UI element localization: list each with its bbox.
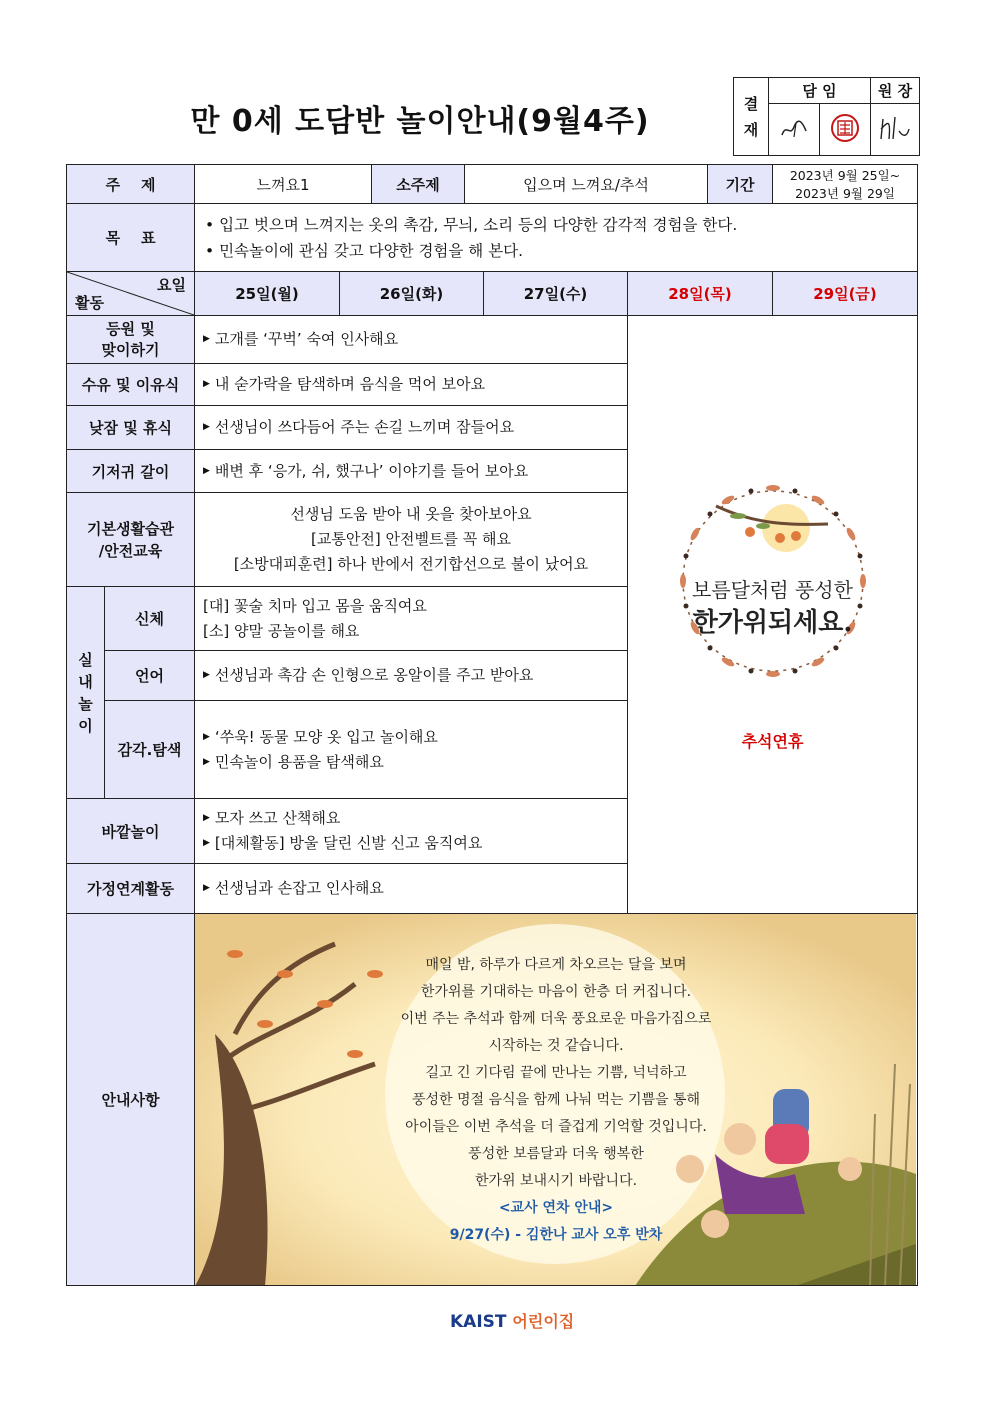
goal-item-text: 입고 벗으며 느껴지는 옷의 촉감, 무늬, 소리 등의 다양한 감각적 경험을 한다. xyxy=(219,215,738,234)
sensory-item xyxy=(203,750,619,775)
plan-table xyxy=(66,164,918,1286)
notice-label: 안내사항 xyxy=(67,914,195,1286)
notice-line: 아이들은 이번 추석을 더 즐겁게 기억할 것입니다. xyxy=(405,1119,707,1135)
shift-title: <교사 연차 안내> xyxy=(498,1200,614,1216)
outdoor-item xyxy=(203,806,619,831)
shift-detail: 9/27(수) - 김한나 교사 오후 반차 xyxy=(449,1227,663,1243)
body-line: [대] 꽃술 치마 입고 몸을 움직여요 xyxy=(203,596,427,615)
outdoor-content xyxy=(195,799,628,864)
diaper-content xyxy=(195,450,628,493)
seal-icon xyxy=(828,111,862,145)
notice-message xyxy=(195,952,917,1249)
approval-label xyxy=(734,78,769,156)
feeding-text: 내 숟가락을 탐색하며 음식을 먹어 보아요 xyxy=(214,375,486,393)
period-label: 기간 xyxy=(708,165,773,203)
bullet-icon: ▶ xyxy=(203,731,210,742)
director-header: 원 장 xyxy=(871,78,920,104)
teacher-header: 담 임 xyxy=(769,78,871,104)
habit-content xyxy=(195,493,628,587)
approval-box xyxy=(733,77,920,156)
bullet-icon: ▶ xyxy=(203,670,210,680)
bullet-icon: ▶ xyxy=(203,813,210,823)
theme-inner xyxy=(195,165,772,203)
notice-line: 시작하는 것 같습니다. xyxy=(488,1038,624,1054)
diaper-label: 기저귀 갈이 xyxy=(67,450,195,493)
signature-icon xyxy=(875,111,915,145)
notice-line: 풍성한 보름달과 더욱 행복한 xyxy=(468,1146,644,1162)
day-mon: 25일(월) xyxy=(195,272,340,316)
sensory-label: 감각.탐색 xyxy=(105,701,195,799)
habit-line: [소방대피훈련] 하나 반에서 전기합선으로 불이 났어요 xyxy=(233,555,589,573)
weekday-label: 요일 xyxy=(157,276,186,294)
habit-line: [교통안전] 안전벨트를 꼭 해요 xyxy=(311,530,511,548)
page-title: 만 0세 도담반 놀이안내(9월4주) xyxy=(190,104,650,139)
outdoor-text: 모자 쓰고 산책해요 xyxy=(214,809,341,827)
outdoor-item xyxy=(203,831,619,856)
goal-list xyxy=(195,204,918,272)
body-label: 신체 xyxy=(105,587,195,651)
outdoor-label: 바깥놀이 xyxy=(67,799,195,864)
nap-text: 선생님이 쓰다듬어 주는 손길 느끼며 잠들어요 xyxy=(214,418,515,436)
bullet-icon: ▶ xyxy=(203,422,210,432)
notice-line: 이번 주는 추석과 함께 더욱 풍요로운 마음가짐으로 xyxy=(400,1011,712,1027)
notice-line: 매일 밤, 하루가 다르게 차오르는 달을 보며 xyxy=(425,957,687,973)
goal-item-text: 민속놀이에 관심 갖고 다양한 경험을 해 본다. xyxy=(219,241,524,260)
body-line: [소] 양말 공놀이를 해요 xyxy=(203,621,360,640)
approval-label-1: 결 xyxy=(743,94,759,113)
sensory-text: ‘쑤욱! 동물 모양 옷 입고 놀이해요 xyxy=(214,727,438,746)
language-text: 선생님과 촉감 손 인형으로 옹알이를 주고 받아요 xyxy=(214,666,534,684)
arrival-label: 등원 및 맞이하기 xyxy=(67,316,195,364)
notice-line: 길고 긴 기다림 끝에 만나는 기쁨, 넉넉하고 xyxy=(425,1065,687,1081)
feeding-content xyxy=(195,364,628,406)
notice-panel xyxy=(195,914,918,1286)
bullet-icon: ▶ xyxy=(203,465,210,476)
holiday-caption: 추석연휴 xyxy=(741,732,804,751)
subtheme-value: 입으며 느껴요/추석 xyxy=(465,165,708,203)
teacher-seal xyxy=(820,104,871,156)
wreath-line-1: 보름달처럼 풍성한 xyxy=(692,578,853,602)
bullet-icon: ▶ xyxy=(203,334,210,344)
wreath-line-2: 한가위되세요. xyxy=(692,608,853,638)
signature-icon xyxy=(774,113,814,143)
habit-label: 기본생활습관 /안전교육 xyxy=(67,493,195,587)
body-content xyxy=(195,587,628,651)
day-fri: 29일(금) xyxy=(773,272,918,316)
home-content xyxy=(195,864,628,914)
nap-content xyxy=(195,406,628,450)
habit-line: 선생님 도움 받아 내 옷을 찾아보아요 xyxy=(290,505,532,523)
day-wed: 27일(수) xyxy=(484,272,628,316)
sensory-content xyxy=(195,701,628,799)
bullet-icon: ▶ xyxy=(203,379,210,389)
indoor-play-label: 실 내 놀 이 xyxy=(67,587,105,799)
logo-main-text: KAIST xyxy=(450,1312,507,1332)
home-text: 선생님과 손잡고 인사해요 xyxy=(214,879,384,897)
director-signature xyxy=(871,104,920,156)
activity-label: 활동 xyxy=(75,294,104,312)
goal-item: • 입고 벗으며 느껴지는 옷의 촉감, 무늬, 소리 등의 다양한 감각적 경험을 한다. xyxy=(205,215,738,234)
sensory-item xyxy=(203,725,619,750)
arrival-content xyxy=(195,316,628,364)
bullet-icon: ▶ xyxy=(203,756,210,767)
language-content xyxy=(195,651,628,701)
arrival-text: 고개를 ‘꾸벅’ 숙여 인사해요 xyxy=(214,330,399,348)
theme-label: 주 제 xyxy=(67,165,195,204)
feeding-label: 수유 및 이유식 xyxy=(67,364,195,406)
notice-line: 한가위 보내시기 바랍니다. xyxy=(474,1173,638,1189)
goal-item: • 민속놀이에 관심 갖고 다양한 경험을 해 본다. xyxy=(205,241,524,260)
day-thu: 28일(목) xyxy=(628,272,773,316)
notice-line: 한가위를 기대하는 마음이 한층 더 커집니다. xyxy=(420,984,692,1000)
subtheme-label: 소주제 xyxy=(372,165,465,203)
day-tue: 26일(화) xyxy=(340,272,484,316)
nap-label: 낮잠 및 휴식 xyxy=(67,406,195,450)
days-corner-header xyxy=(67,272,195,316)
home-label: 가정연계활동 xyxy=(67,864,195,914)
goal-label: 목 표 xyxy=(67,204,195,272)
bullet-icon: ▶ xyxy=(203,838,210,848)
sensory-text: 민속놀이 용품을 탐색해요 xyxy=(214,752,384,771)
bullet-icon: ▶ xyxy=(203,883,210,893)
diaper-text: 배변 후 ‘응가, 쉬, 했구나’ 이야기를 들어 보아요 xyxy=(214,461,529,480)
holiday-panel xyxy=(628,316,918,914)
language-label: 언어 xyxy=(105,651,195,701)
outdoor-text: [대체활동] 방울 달린 신발 신고 움직여요 xyxy=(214,834,483,852)
notice-line: 풍성한 명절 음식을 함께 나눠 먹는 기쁨을 통해 xyxy=(411,1092,701,1108)
teacher-signature xyxy=(769,104,820,156)
logo-sub-text: 어린이집 xyxy=(512,1312,575,1331)
theme-value: 느껴요1 xyxy=(195,165,372,203)
approval-label-2: 재 xyxy=(743,120,759,139)
period-value: 2023년 9월 25일~ 2023년 9월 29일 xyxy=(773,165,918,204)
kaist-logo xyxy=(450,1309,574,1332)
